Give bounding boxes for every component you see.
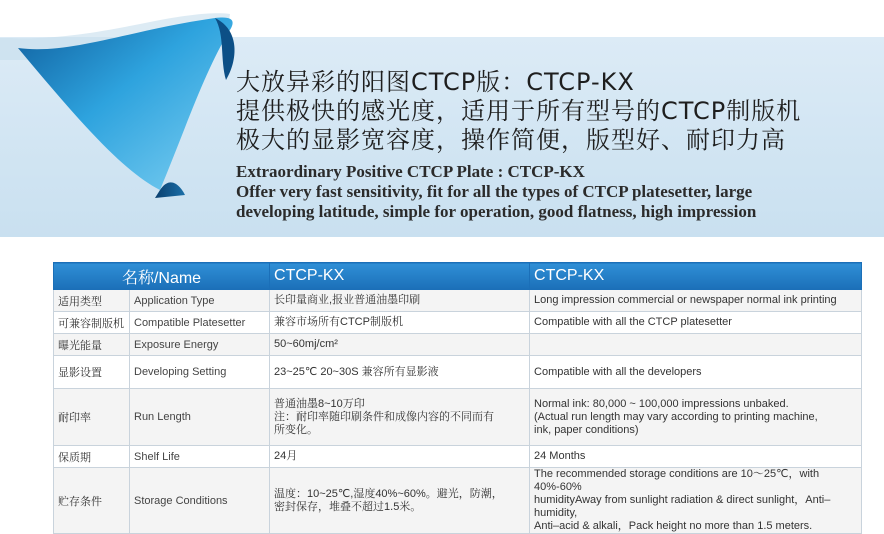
- header-name: 名称/Name: [54, 263, 270, 290]
- headline-cn-2: 提供极快的感光度，适用于所有型号的CTCP制版机: [236, 97, 802, 125]
- cell-value-cn: [270, 389, 530, 446]
- cell-line: 24 Months: [534, 450, 586, 462]
- headline-en-3: developing latitude, simple for operation, good flatness, high impression: [236, 202, 757, 221]
- cell-line: 所变化。: [274, 423, 319, 436]
- table-header-row: [54, 263, 862, 290]
- cell-line: (Actual run length may vary according to printing machine,: [534, 410, 818, 423]
- headline-cn-1: 大放异彩的阳图CTCP版：CTCP-KX: [236, 68, 635, 96]
- table-row: [54, 334, 862, 356]
- cell-value-en: [530, 468, 862, 534]
- header-col1: CTCP-KX: [270, 263, 530, 290]
- cell-line: 兼容市场所有CTCP制版机: [274, 316, 403, 328]
- headline-en-2: Offer very fast sensitivity, fit for all the types of CTCP platesetter, large: [236, 182, 753, 201]
- table-row: [54, 446, 862, 468]
- cell-line: 温度：10~25℃,湿度40%~60%。避光，防潮，: [274, 487, 503, 500]
- row-label-cn: 显影设置: [54, 356, 130, 389]
- row-label-cn: 曝光能量: [54, 334, 130, 356]
- cell-line: 密封保存，堆叠不超过1.5米。: [274, 500, 422, 513]
- cell-value-cn: [270, 446, 530, 468]
- header-col2: CTCP-KX: [530, 263, 862, 290]
- row-label-cn: 耐印率: [54, 389, 130, 446]
- cell-value-cn: [270, 312, 530, 334]
- cell-line: ink, paper conditions): [534, 423, 639, 436]
- row-label-en: Developing Setting: [130, 356, 270, 389]
- cell-value-cn: [270, 468, 530, 534]
- row-label-en: Storage Conditions: [130, 468, 270, 534]
- cell-value-en: [530, 389, 862, 446]
- cell-value-cn: [270, 290, 530, 312]
- table-row: [54, 290, 862, 312]
- cell-line: The recommended storage conditions are 10～25℃，with 40%-60%: [534, 468, 820, 493]
- cell-value-cn: [270, 356, 530, 389]
- spec-table: [53, 262, 862, 534]
- row-label-cn: 适用类型: [54, 290, 130, 312]
- table-row: [54, 356, 862, 389]
- cell-value-cn: [270, 334, 530, 356]
- ctcp-plate-illustration: [0, 0, 260, 240]
- row-label-en: Application Type: [130, 290, 270, 312]
- cell-line: Compatible with all the CTCP platesetter: [534, 316, 732, 328]
- cell-value-en: [530, 334, 862, 356]
- cell-line: 注：耐印率随印刷条件和成像内容的不同而有: [274, 410, 495, 423]
- cell-line: Compatible with all the developers: [534, 365, 702, 378]
- headline-en-1: Extraordinary Positive CTCP Plate : CTCP-KX: [236, 162, 585, 181]
- headline-cn-3: 极大的显影宽容度，操作简便，版型好、耐印力高: [236, 126, 786, 154]
- row-label-en: Shelf Life: [130, 446, 270, 468]
- table-row: [54, 312, 862, 334]
- row-label-en: Run Length: [130, 389, 270, 446]
- cell-line: 普通油墨8~10万印: [274, 397, 365, 410]
- row-label-cn: 可兼容制版机: [54, 312, 130, 334]
- cell-line: humidityAway from sunlight radiation & direct sunlight，Anti–humidity,: [534, 494, 831, 519]
- table-row: [54, 468, 862, 534]
- row-label-cn: 贮存条件: [54, 468, 130, 534]
- cell-line: Normal ink: 80,000 ~ 100,000 impressions unbaked.: [534, 397, 789, 410]
- table-row: [54, 389, 862, 446]
- row-label-cn: 保质期: [54, 446, 130, 468]
- cell-line: Anti–acid & alkali，Pack height no more than 1.5 meters.: [534, 520, 813, 532]
- cell-value-en: [530, 446, 862, 468]
- cell-value-en: [530, 312, 862, 334]
- cell-line: 24月: [274, 450, 298, 462]
- row-label-en: Exposure Energy: [130, 334, 270, 356]
- cell-value-en: [530, 290, 862, 312]
- cell-line: 50~60mj/cm²: [274, 338, 338, 350]
- row-label-en: Compatible Platesetter: [130, 312, 270, 334]
- cell-line: Long impression commercial or newspaper normal ink printing: [534, 294, 837, 306]
- cell-value-en: [530, 356, 862, 389]
- cell-line: 长印量商业,报业普通油墨印刷: [274, 294, 421, 306]
- cell-line: 23~25℃ 20~30S 兼容所有显影液: [274, 365, 439, 378]
